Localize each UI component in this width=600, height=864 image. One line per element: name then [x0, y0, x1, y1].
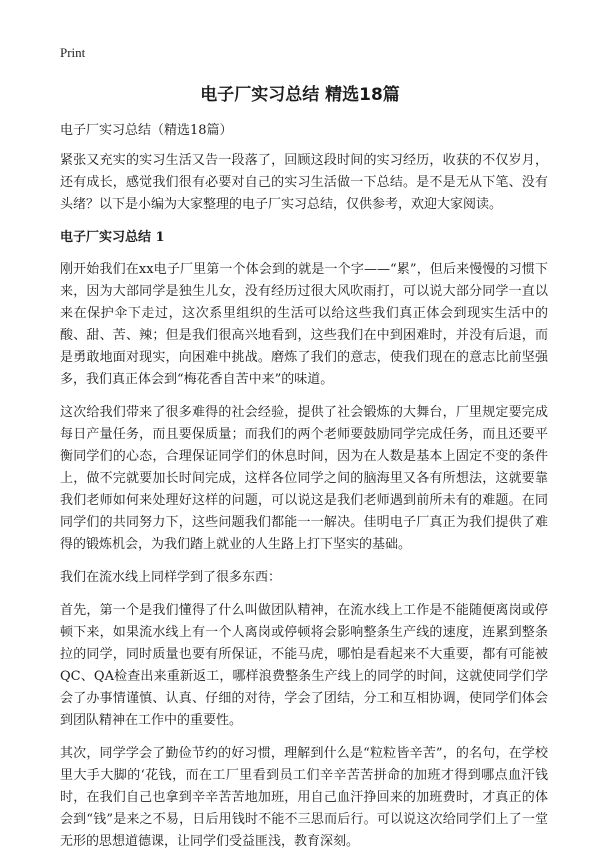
section-heading-1: 电子厂实习总结 1 — [60, 230, 165, 245]
print-link[interactable]: Print — [60, 45, 86, 60]
document-body — [60, 120, 548, 864]
body-paragraph-4: 首先，第一个是我们懂得了什么叫做团队精神，在流水线上工作是不能随便离岗或停顿下来，如果流水线上有一个人离岗或停顿将会影响整条生产线的速度，连累到整条拉的同学，同时质量也要有所保证，不能马虎，哪怕是看起来不大重要，都有可能被QC、QA检查出来重新返工，哪样浪费整条生产线上的同学的时间，这就使同学们学会了办事情谨慎、认真、仔细的对待，学会了团结，分工和互相协调，使同学们体会到团队精神在工作中的重要性。 — [60, 603, 548, 728]
intro-paragraph: 紧张又充实的实习生活又告一段落了，回顾这段时间的实习经历，收获的不仅岁月，还有成长，感觉我们很有必要对自己的实习生活做一下总结。是不是无从下笔、没有头绪？以下是小编为大家整理的电子厂实习总结，仅供参考，欢迎大家阅读。 — [60, 153, 548, 212]
body-paragraph-5: 其次，同学学会了勤俭节约的好习惯，理解到什么是“粒粒皆辛苦”，的名句，在学校里大手大脚的‘花钱，而在工厂里看到员工们辛辛苦苦拼命的加班才得到哪点血汗钱时，在我们自己也拿到辛辛苦苦地加班，用自己血汗挣回来的加班费时，才真正的体会到“钱”是来之不易，日后用钱时不能不三思而后行。可以说这次给同学们上了一堂无形的思想道德课，让同学们受益匪浅，教育深刻。 — [60, 746, 548, 849]
body-paragraph-1: 刚开始我们在xx电子厂里第一个体会到的就是一个字——“累”，但后来慢慢的习惯下来，因为大部同学是独生儿女，没有经历过很大风吹雨打，可以说大部分同学一直以来在保护伞下走过，这次系里组织的生活可以给这些我们真正体会到现实生活中的酸、甜、苦、辣；但是我们很高兴地看到，这些我们在中到困难时，并没有后退，而是勇敢地面对现实，向困难中挑战。磨炼了我们的意志，使我们现在的意志比前坚强多，我们真正体会到“梅花香自苦中来”的味道。 — [60, 262, 548, 387]
document-subtitle: 电子厂实习总结（精选18篇） — [60, 123, 233, 138]
body-paragraph-2: 这次给我们带来了很多难得的社会经验，提供了社会锻炼的大舞台，厂里规定要完成每日产量任务，而且要保质量；而我们的两个老师要鼓励同学完成任务，而且还要平衡同学们的心态，合理保证同学们的休息时间，因为在人数是基本上固定不变的条件上，做不完就要加长时间完成，这样各位同学之间的脑海里又各有所想法，这就要靠我们老师如何来处理好这样的问题，可以说这是我们老师遇到前所未有的难题。在同同学们的共同努力下，这些问题我们都能一一解决。佳明电子厂真正为我们提供了难得的锻炼机会，为我们踏上就业的人生路上打下坚实的基础。 — [60, 405, 548, 552]
document-title: 电子厂实习总结 精选18篇 — [200, 85, 400, 105]
body-paragraph-3: 我们在流水线上同样学到了很多东西： — [60, 570, 282, 585]
